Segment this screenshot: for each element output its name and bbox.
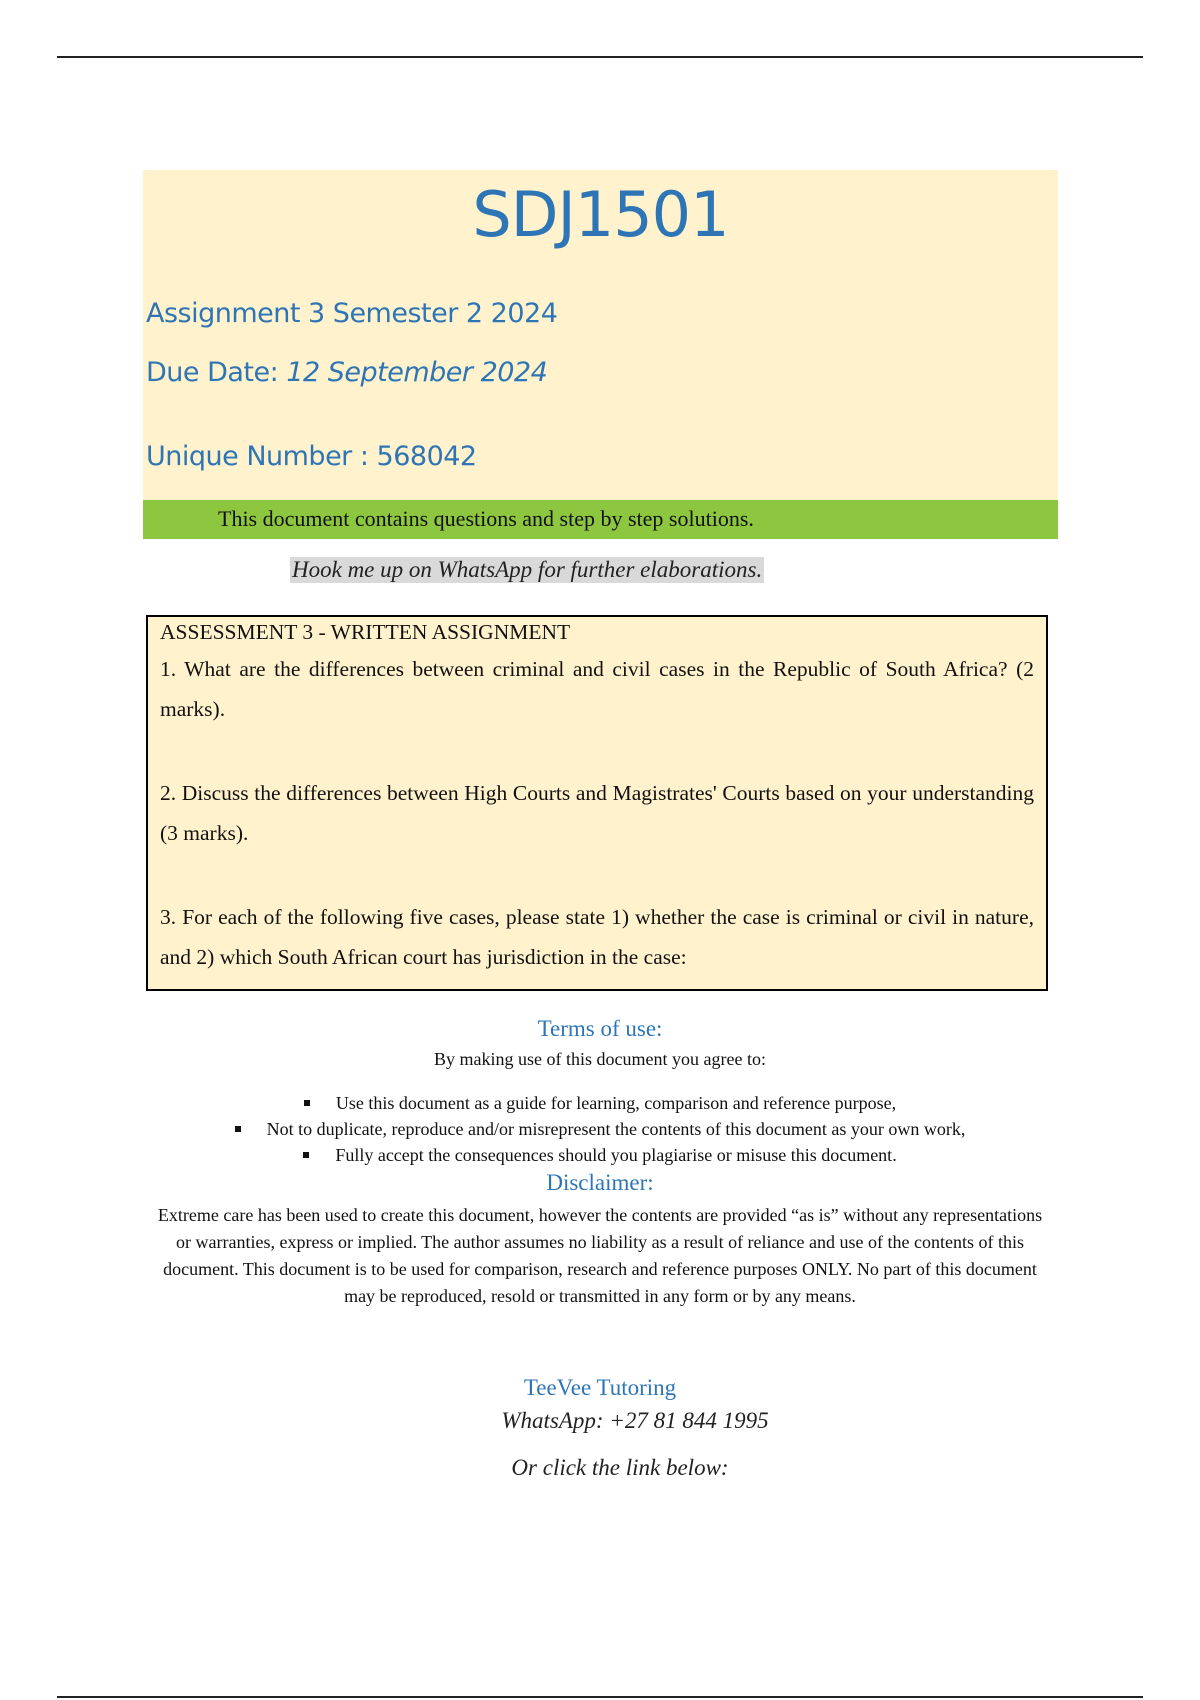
disclaimer-heading: Disclaimer: xyxy=(546,1170,654,1195)
top-rule xyxy=(57,56,1143,58)
assessment-title: ASSESSMENT 3 - WRITTEN ASSIGNMENT xyxy=(160,620,571,644)
question-3: 3. For each of the following five cases, please state 1) whether the case is criminal or civil in nature, and 2) which South African court has jurisdiction in the case: xyxy=(160,905,1034,969)
terms-intro: By making use of this document you agree to: xyxy=(434,1049,766,1069)
solutions-banner xyxy=(143,500,1058,539)
due-date-line xyxy=(146,357,547,388)
terms-item: Use this document as a guide for learning, comparison and reference purpose, xyxy=(0,1090,1200,1116)
whatsapp-note: Hook me up on WhatsApp for further elaborations. xyxy=(292,557,763,582)
bullet-icon xyxy=(303,1152,309,1158)
unique-number-line: Unique Number : 568042 xyxy=(146,441,477,472)
question-2: 2. Discuss the differences between High Courts and Magistrates' Courts based on your understanding (3 marks). xyxy=(160,781,1034,845)
course-code-title: SDJ1501 xyxy=(472,178,729,251)
brand-name: TeeVee Tutoring xyxy=(523,1375,677,1400)
due-date-label: Due Date: xyxy=(146,357,287,388)
terms-item: Fully accept the consequences should you plagiarise or misuse this document. xyxy=(0,1142,1200,1168)
terms-list xyxy=(0,1090,1200,1168)
bullet-icon xyxy=(304,1100,310,1106)
assessment-box xyxy=(146,615,1048,991)
solutions-banner-text: This document contains questions and step by step solutions. xyxy=(218,506,754,531)
whatsapp-contact[interactable]: WhatsApp: +27 81 844 1995 xyxy=(501,1408,769,1433)
assignment-line: Assignment 3 Semester 2 2024 xyxy=(146,298,558,329)
bullet-icon xyxy=(235,1126,241,1132)
disclaimer-text: Extreme care has been used to create this document, however the contents are provided “as is” without any representations or warranties, express or implied. The author assumes no liability as a result of reliance and use of the contents of this document. This document is to be used for comparison, research and reference purposes ONLY. No part of this document may be reproduced, resold or transmitted in any form or by any means. xyxy=(157,1205,1043,1306)
terms-heading: Terms of use: xyxy=(537,1016,663,1041)
terms-item: Not to duplicate, reproduce and/or misrepresent the contents of this document as your own work, xyxy=(0,1116,1200,1142)
link-prompt: Or click the link below: xyxy=(511,1455,729,1480)
cover-block xyxy=(143,170,1058,500)
due-date-value: 12 September 2024 xyxy=(286,357,548,388)
question-1: 1. What are the differences between criminal and civil cases in the Republic of South Africa? (2 marks). xyxy=(160,657,1034,721)
bottom-rule xyxy=(57,1696,1143,1698)
